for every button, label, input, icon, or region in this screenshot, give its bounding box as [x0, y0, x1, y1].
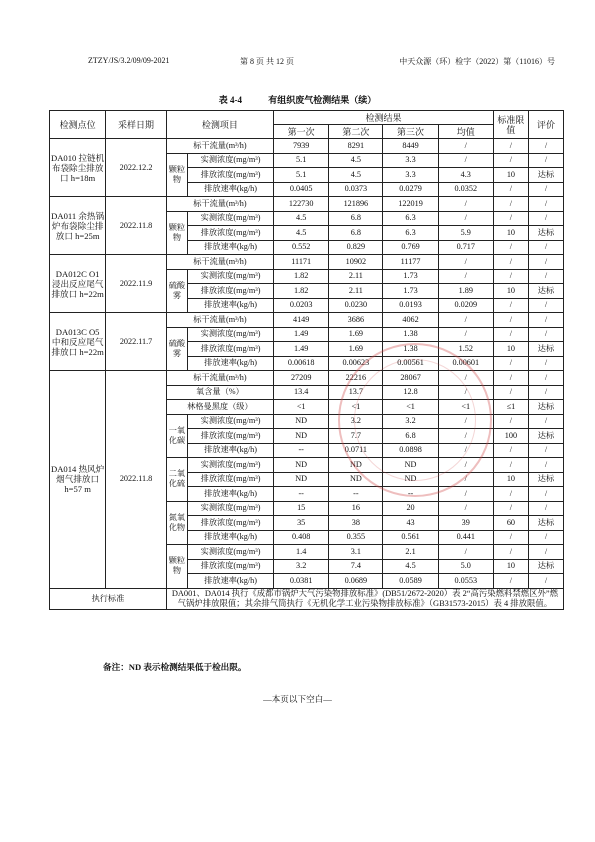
- value-avg: /: [438, 472, 493, 487]
- item-label: 标干流量(m³/h): [166, 371, 273, 386]
- value-limit: /: [493, 211, 528, 226]
- value-eval: /: [528, 313, 563, 328]
- value-v2: 16: [329, 501, 383, 516]
- value-v2: 6.8: [329, 226, 383, 241]
- value-v3: 3.3: [383, 168, 438, 183]
- value-eval: /: [528, 182, 563, 197]
- table-row: [50, 371, 564, 386]
- value-limit: /: [493, 182, 528, 197]
- value-v2: 0.829: [329, 240, 383, 255]
- value-avg: 0.441: [438, 530, 493, 545]
- table-row: [50, 313, 564, 328]
- item-label: 实测浓度(mg/m³): [188, 501, 274, 516]
- item-label: 标干流量(m³/h): [166, 197, 273, 212]
- value-limit: /: [493, 356, 528, 371]
- item-label: 排放浓度(mg/m³): [188, 226, 274, 241]
- value-limit: 10: [493, 226, 528, 241]
- value-v3: 6.8: [383, 429, 438, 444]
- value-limit: /: [493, 487, 528, 502]
- value-v3: 0.769: [383, 240, 438, 255]
- value-v3: 3.3: [383, 153, 438, 168]
- value-v1: 11171: [274, 255, 329, 270]
- value-avg: /: [438, 545, 493, 560]
- value-eval: /: [528, 356, 563, 371]
- value-avg: /: [438, 385, 493, 400]
- value-v3: 1.38: [383, 342, 438, 357]
- value-avg: /: [438, 139, 493, 154]
- value-v3: 0.0193: [383, 298, 438, 313]
- value-v1: ND: [274, 472, 329, 487]
- sampling-point: DA011 余热锅炉布袋除尘排放口 h=25m: [50, 197, 106, 255]
- results-table: [49, 110, 564, 610]
- table-row: [50, 255, 564, 270]
- item-label: 排放浓度(mg/m³): [188, 516, 274, 531]
- value-v2: 121896: [329, 197, 383, 212]
- value-v3: 12.8: [383, 385, 438, 400]
- value-v1: 0.552: [274, 240, 329, 255]
- footnote: 备注：ND 表示检测结果低于检出限。: [103, 662, 247, 672]
- value-eval: /: [528, 371, 563, 386]
- value-v1: 1.82: [274, 269, 329, 284]
- value-v3: 1.38: [383, 327, 438, 342]
- value-v1: 7939: [274, 139, 329, 154]
- item-label: 标干流量(m³/h): [166, 139, 273, 154]
- value-limit: ≤1: [493, 400, 528, 415]
- value-avg: /: [438, 501, 493, 516]
- value-v1: ND: [274, 414, 329, 429]
- value-v1: 4.5: [274, 226, 329, 241]
- value-avg: /: [438, 443, 493, 458]
- value-v2: <1: [329, 400, 383, 415]
- value-limit: /: [493, 240, 528, 255]
- item-label: 林格曼黑度（级）: [166, 400, 273, 415]
- value-limit: 100: [493, 429, 528, 444]
- value-eval: /: [528, 530, 563, 545]
- value-v2: ND: [329, 458, 383, 473]
- item-label: 实测浓度(mg/m³): [188, 545, 274, 560]
- value-v2: 8291: [329, 139, 383, 154]
- col-avg: 均值: [438, 125, 493, 139]
- value-limit: 10: [493, 342, 528, 357]
- value-eval: /: [528, 269, 563, 284]
- table-row: [50, 139, 564, 154]
- value-v3: 122019: [383, 197, 438, 212]
- value-v2: 38: [329, 516, 383, 531]
- value-eval: 达标: [528, 226, 563, 241]
- value-limit: /: [493, 197, 528, 212]
- value-eval: /: [528, 211, 563, 226]
- value-v3: 0.561: [383, 530, 438, 545]
- value-avg: 39: [438, 516, 493, 531]
- value-limit: /: [493, 255, 528, 270]
- item-label: 实测浓度(mg/m³): [188, 458, 274, 473]
- value-avg: 4.3: [438, 168, 493, 183]
- sampling-date: 2022.12.2: [106, 139, 167, 197]
- value-v1: 27209: [274, 371, 329, 386]
- value-v3: --: [383, 487, 438, 502]
- pollutant-label: 二氧化硫: [166, 458, 187, 502]
- value-avg: /: [438, 153, 493, 168]
- value-v2: 7.4: [329, 559, 383, 574]
- item-label: 排放速率(kg/h): [188, 443, 274, 458]
- value-v3: 6.3: [383, 211, 438, 226]
- value-avg: /: [438, 429, 493, 444]
- value-avg: 0.717: [438, 240, 493, 255]
- value-limit: 10: [493, 284, 528, 299]
- value-limit: /: [493, 443, 528, 458]
- item-label: 排放速率(kg/h): [188, 298, 274, 313]
- value-v2: 7.7: [329, 429, 383, 444]
- inspection-seal: [338, 343, 492, 497]
- doc-code: ZTZY/JS/3.2/09/09-2021: [88, 56, 170, 65]
- value-v1: 0.00618: [274, 356, 329, 371]
- value-eval: /: [528, 414, 563, 429]
- value-v3: 4062: [383, 313, 438, 328]
- item-label: 实测浓度(mg/m³): [188, 269, 274, 284]
- item-label: 实测浓度(mg/m³): [188, 153, 274, 168]
- value-eval: 达标: [528, 472, 563, 487]
- sampling-point: DA010 拉链机布袋除尘排放口 h=18m: [50, 139, 106, 197]
- value-v3: 28067: [383, 371, 438, 386]
- standard-text: DA001、DA014 执行《成都市锅炉大气污染物排放标准》(DB51/2672-2020）表 2“高污染燃料禁燃区外”燃气锅炉排放限值；其余排气筒执行《无机化学工业污染物排放标准》（GB31573-2015）表 4 排放限值。: [166, 588, 563, 609]
- value-avg: 0.0352: [438, 182, 493, 197]
- pollutant-label: 一氧化碳: [166, 414, 187, 458]
- col-second: 第二次: [329, 125, 383, 139]
- value-avg: /: [438, 269, 493, 284]
- col-point: 检测点位: [50, 111, 106, 139]
- value-eval: 达标: [528, 559, 563, 574]
- value-eval: /: [528, 487, 563, 502]
- value-v1: 15: [274, 501, 329, 516]
- value-eval: /: [528, 298, 563, 313]
- value-limit: /: [493, 530, 528, 545]
- item-label: 实测浓度(mg/m³): [188, 414, 274, 429]
- value-limit: /: [493, 414, 528, 429]
- value-v2: 0.355: [329, 530, 383, 545]
- value-eval: /: [528, 327, 563, 342]
- value-v2: 3.2: [329, 414, 383, 429]
- item-label: 排放速率(kg/h): [188, 182, 274, 197]
- value-limit: 10: [493, 559, 528, 574]
- value-v1: <1: [274, 400, 329, 415]
- value-v1: 13.4: [274, 385, 329, 400]
- value-v2: 1.69: [329, 342, 383, 357]
- value-v2: 22216: [329, 371, 383, 386]
- value-v3: 0.0279: [383, 182, 438, 197]
- value-v2: 0.0230: [329, 298, 383, 313]
- item-label: 排放浓度(mg/m³): [188, 284, 274, 299]
- report-number: 中天众源（环）检字（2022）第（11016）号: [399, 57, 555, 66]
- value-v1: 35: [274, 516, 329, 531]
- value-avg: 0.00601: [438, 356, 493, 371]
- value-v1: --: [274, 443, 329, 458]
- value-v1: ND: [274, 458, 329, 473]
- value-avg: <1: [438, 400, 493, 415]
- value-v1: 122730: [274, 197, 329, 212]
- value-avg: /: [438, 458, 493, 473]
- col-first: 第一次: [274, 125, 329, 139]
- page-info: 第 8 页 共 12 页: [240, 57, 294, 66]
- table-title: 有组织废气检测结果（续）: [268, 95, 377, 105]
- value-eval: 达标: [528, 342, 563, 357]
- value-eval: /: [528, 197, 563, 212]
- value-avg: 1.52: [438, 342, 493, 357]
- value-v2: 2.11: [329, 269, 383, 284]
- value-v3: 43: [383, 516, 438, 531]
- value-eval: /: [528, 545, 563, 560]
- value-avg: /: [438, 197, 493, 212]
- col-limit: 标准限值: [493, 111, 528, 139]
- value-v1: --: [274, 487, 329, 502]
- value-v1: 0.0405: [274, 182, 329, 197]
- sampling-point: DA012C O1 浸出反应尾气排放口 h=22m: [50, 255, 106, 313]
- value-v1: 4149: [274, 313, 329, 328]
- value-v2: --: [329, 487, 383, 502]
- col-item: 检测项目: [166, 111, 273, 139]
- sampling-date: 2022.11.9: [106, 255, 167, 313]
- value-v2: 3.1: [329, 545, 383, 560]
- value-v1: 1.4: [274, 545, 329, 560]
- value-eval: /: [528, 240, 563, 255]
- value-eval: 达标: [528, 516, 563, 531]
- value-v2: 1.69: [329, 327, 383, 342]
- value-v2: 0.00623: [329, 356, 383, 371]
- value-limit: /: [493, 313, 528, 328]
- value-limit: /: [493, 458, 528, 473]
- value-limit: /: [493, 327, 528, 342]
- value-limit: /: [493, 153, 528, 168]
- value-eval: /: [528, 139, 563, 154]
- item-label: 标干流量(m³/h): [166, 313, 273, 328]
- sampling-point: DA013C O5 中和反应尾气排放口 h=22m: [50, 313, 106, 371]
- value-eval: /: [528, 458, 563, 473]
- table-number: 表 4-4: [218, 95, 242, 105]
- sampling-point: DA014 热风炉烟气排放口 h=57 m: [50, 371, 106, 589]
- pollutant-label: 颗粒物: [166, 545, 187, 589]
- item-label: 排放浓度(mg/m³): [188, 429, 274, 444]
- value-v2: 4.5: [329, 168, 383, 183]
- value-v2: 3686: [329, 313, 383, 328]
- item-label: 实测浓度(mg/m³): [188, 211, 274, 226]
- value-eval: /: [528, 574, 563, 589]
- value-eval: /: [528, 153, 563, 168]
- value-v3: ND: [383, 458, 438, 473]
- value-v2: ND: [329, 472, 383, 487]
- value-v3: 8449: [383, 139, 438, 154]
- standard-label: 执行标准: [50, 588, 167, 609]
- sampling-date: 2022.11.7: [106, 313, 167, 371]
- value-eval: /: [528, 501, 563, 516]
- value-eval: 达标: [528, 168, 563, 183]
- value-limit: /: [493, 545, 528, 560]
- value-eval: 达标: [528, 429, 563, 444]
- value-avg: /: [438, 255, 493, 270]
- col-date: 采样日期: [106, 111, 167, 139]
- value-v1: 0.408: [274, 530, 329, 545]
- col-results: 检测结果: [274, 111, 494, 125]
- value-v3: ND: [383, 472, 438, 487]
- value-v2: 0.0373: [329, 182, 383, 197]
- item-label: 排放速率(kg/h): [188, 240, 274, 255]
- value-v1: 1.49: [274, 327, 329, 342]
- value-avg: 0.0553: [438, 574, 493, 589]
- value-v2: 4.5: [329, 153, 383, 168]
- table-row: [50, 197, 564, 212]
- item-label: 排放速率(kg/h): [188, 356, 274, 371]
- value-limit: /: [493, 269, 528, 284]
- value-v1: 0.0381: [274, 574, 329, 589]
- value-eval: /: [528, 255, 563, 270]
- value-v3: 1.73: [383, 284, 438, 299]
- value-v2: 2.11: [329, 284, 383, 299]
- value-limit: /: [493, 371, 528, 386]
- table-caption: [0, 93, 595, 106]
- value-avg: 1.89: [438, 284, 493, 299]
- value-v2: 0.0711: [329, 443, 383, 458]
- col-third: 第三次: [383, 125, 438, 139]
- end-of-page-marker: —本页以下空白—: [263, 694, 332, 704]
- item-label: 排放浓度(mg/m³): [188, 472, 274, 487]
- value-v3: 3.2: [383, 414, 438, 429]
- pollutant-label: 硫酸雾: [166, 327, 187, 371]
- value-avg: /: [438, 313, 493, 328]
- pollutant-label: 颗粒物: [166, 211, 187, 255]
- item-label: 氧含量（%）: [166, 385, 273, 400]
- value-limit: /: [493, 385, 528, 400]
- value-v1: 5.1: [274, 153, 329, 168]
- value-avg: /: [438, 371, 493, 386]
- value-v2: 13.7: [329, 385, 383, 400]
- value-v3: 2.1: [383, 545, 438, 560]
- page-header: [88, 56, 555, 70]
- value-eval: /: [528, 443, 563, 458]
- value-limit: 10: [493, 168, 528, 183]
- value-v1: 1.82: [274, 284, 329, 299]
- value-limit: /: [493, 501, 528, 516]
- value-avg: /: [438, 327, 493, 342]
- value-v2: 0.0689: [329, 574, 383, 589]
- value-v3: 20: [383, 501, 438, 516]
- value-v3: 0.0589: [383, 574, 438, 589]
- sampling-date: 2022.11.8: [106, 197, 167, 255]
- value-v1: 0.0203: [274, 298, 329, 313]
- sampling-date: 2022.11.8: [106, 371, 167, 589]
- value-v2: 6.8: [329, 211, 383, 226]
- value-avg: 5.0: [438, 559, 493, 574]
- value-v1: 5.1: [274, 168, 329, 183]
- item-label: 排放浓度(mg/m³): [188, 168, 274, 183]
- value-eval: 达标: [528, 284, 563, 299]
- value-limit: /: [493, 298, 528, 313]
- item-label: 实测浓度(mg/m³): [188, 327, 274, 342]
- value-v3: 1.73: [383, 269, 438, 284]
- item-label: 排放浓度(mg/m³): [188, 559, 274, 574]
- item-label: 标干流量(m³/h): [166, 255, 273, 270]
- col-eval: 评价: [528, 111, 563, 139]
- item-label: 排放浓度(mg/m³): [188, 342, 274, 357]
- item-label: 排放速率(kg/h): [188, 530, 274, 545]
- pollutant-label: 颗粒物: [166, 153, 187, 197]
- item-label: 排放速率(kg/h): [188, 574, 274, 589]
- value-v3: 0.00561: [383, 356, 438, 371]
- value-v1: 3.2: [274, 559, 329, 574]
- value-v3: 0.0898: [383, 443, 438, 458]
- value-v1: ND: [274, 429, 329, 444]
- value-eval: 达标: [528, 400, 563, 415]
- value-limit: /: [493, 139, 528, 154]
- item-label: 排放速率(kg/h): [188, 487, 274, 502]
- value-limit: /: [493, 574, 528, 589]
- value-v3: 4.5: [383, 559, 438, 574]
- pollutant-label: 硫酸雾: [166, 269, 187, 313]
- value-avg: /: [438, 414, 493, 429]
- value-v1: 4.5: [274, 211, 329, 226]
- value-limit: 60: [493, 516, 528, 531]
- value-v3: <1: [383, 400, 438, 415]
- value-v2: 10902: [329, 255, 383, 270]
- value-avg: 0.0209: [438, 298, 493, 313]
- value-eval: /: [528, 385, 563, 400]
- results-body: [50, 139, 564, 589]
- value-v3: 6.3: [383, 226, 438, 241]
- value-avg: 5.9: [438, 226, 493, 241]
- value-v3: 11177: [383, 255, 438, 270]
- pollutant-label: 氮氧化物: [166, 501, 187, 545]
- value-avg: /: [438, 211, 493, 226]
- value-avg: /: [438, 487, 493, 502]
- value-limit: 10: [493, 472, 528, 487]
- value-v1: 1.49: [274, 342, 329, 357]
